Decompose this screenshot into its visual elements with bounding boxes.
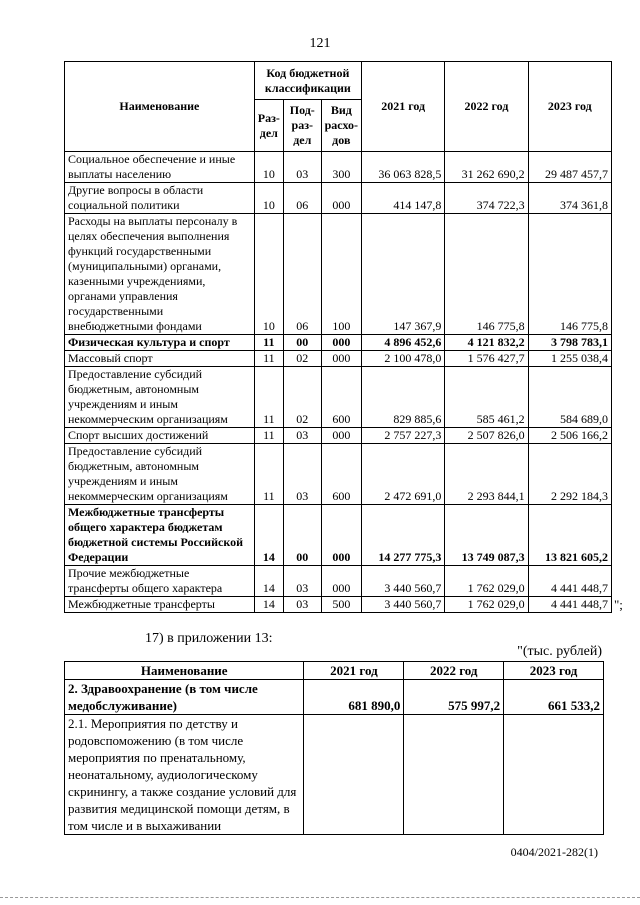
cell-exp-type: 500	[321, 597, 361, 613]
cell-name: Массовый спорт	[65, 351, 255, 367]
table-row	[65, 428, 612, 444]
cell-exp-type: 000	[321, 351, 361, 367]
table-row	[65, 183, 612, 214]
cell-section: 11	[254, 444, 283, 505]
cell-name: Спорт высших достижений	[65, 428, 255, 444]
header-2023: 2023 год	[528, 62, 611, 152]
cell-section: 10	[254, 183, 283, 214]
cell-y2022: 2 293 844,1	[445, 444, 528, 505]
cell-name: Другие вопросы в области социальной политики	[65, 183, 255, 214]
cell-exp-type: 000	[321, 428, 361, 444]
cell-y2021: 36 063 828,5	[362, 152, 445, 183]
table-row	[65, 335, 612, 351]
cell-name: Физическая культура и спорт	[65, 335, 255, 351]
cell-y2021: 3 440 560,7	[362, 566, 445, 597]
cell-y2023: 146 775,8	[528, 214, 611, 335]
cell-y2022: 31 262 690,2	[445, 152, 528, 183]
t2-header-2022: 2022 год	[404, 662, 504, 680]
header-2021: 2021 год	[362, 62, 445, 152]
header-expense-type: Вид расхо-дов	[321, 100, 361, 152]
cell-subsection: 00	[283, 505, 321, 566]
cell-subsection: 02	[283, 367, 321, 428]
header-name: Наименование	[65, 62, 255, 152]
cell-y2021: 3 440 560,7	[362, 597, 445, 613]
page-number: 121	[309, 36, 331, 51]
cell-exp-type: 000	[321, 335, 361, 351]
cell-exp-type: 600	[321, 444, 361, 505]
cell-y2021: 14 277 775,3	[362, 505, 445, 566]
cell-subsection: 00	[283, 335, 321, 351]
cell-exp-type: 000	[321, 505, 361, 566]
cell-section: 10	[254, 152, 283, 183]
appendix-13-table	[64, 661, 604, 835]
cell-exp-type: 100	[321, 214, 361, 335]
cell-y2023: 29 487 457,7	[528, 152, 611, 183]
cell-name: Предоставление субсидий бюджетным, автономным учреждениям и иным некоммерческим организациям	[65, 444, 255, 505]
cell-subsection: 06	[283, 183, 321, 214]
cell-section: 11	[254, 367, 283, 428]
cell-y2021: 2 757 227,3	[362, 428, 445, 444]
document-code: 0404/2021-282(1)	[510, 845, 598, 859]
cell-y2022	[404, 715, 504, 835]
cell-name: Расходы на выплаты персоналу в целях обеспечения выполнения функций государственными (муниципальными) органами, казенными учреждениями, органами управления государственными внебюджетными фондами	[65, 214, 255, 335]
cell-name: Прочие межбюджетные трансферты общего характера	[65, 566, 255, 597]
cell-section: 11	[254, 428, 283, 444]
closing-quote-mark: ";	[614, 597, 623, 612]
cell-section: 14	[254, 505, 283, 566]
table-row	[65, 680, 604, 715]
cell-y2021: 681 890,0	[304, 680, 404, 715]
cell-y2023: 4 441 448,7	[528, 597, 611, 613]
cell-y2021: 4 896 452,6	[362, 335, 445, 351]
cell-name: Предоставление субсидий бюджетным, автономным учреждениям и иным некоммерческим организациям	[65, 367, 255, 428]
cell-y2022: 4 121 832,2	[445, 335, 528, 351]
cell-y2023: 13 821 605,2	[528, 505, 611, 566]
header-subsection: Под-раз-дел	[283, 100, 321, 152]
cell-subsection: 06	[283, 214, 321, 335]
cell-y2023: 2 292 184,3	[528, 444, 611, 505]
cell-section: 11	[254, 351, 283, 367]
cell-section: 14	[254, 566, 283, 597]
cell-y2023: 3 798 783,1	[528, 335, 611, 351]
table-row	[65, 715, 604, 835]
cell-y2022: 575 997,2	[404, 680, 504, 715]
t2-header-2021: 2021 год	[304, 662, 404, 680]
cell-y2021: 414 147,8	[362, 183, 445, 214]
t2-header-name: Наименование	[65, 662, 304, 680]
cell-subsection: 03	[283, 152, 321, 183]
cell-y2021: 147 367,9	[362, 214, 445, 335]
t2-header-2023: 2023 год	[504, 662, 604, 680]
cell-name: Межбюджетные трансферты	[65, 597, 255, 613]
cell-name: 2. Здравоохранение (в том числе медобслуживание)	[65, 680, 304, 715]
cell-subsection: 03	[283, 428, 321, 444]
page-bottom-rule	[0, 897, 640, 898]
cell-y2022: 585 461,2	[445, 367, 528, 428]
cell-y2023: 661 533,2	[504, 680, 604, 715]
cell-name: Межбюджетные трансферты общего характера бюджетам бюджетной системы Российской Федерации	[65, 505, 255, 566]
paragraph-appendix-13: 17) в приложении 13:	[145, 631, 273, 646]
table-row	[65, 505, 612, 566]
units-label: "(тыс. рублей)	[517, 644, 602, 659]
cell-exp-type: 300	[321, 152, 361, 183]
cell-y2021	[304, 715, 404, 835]
cell-y2023: 584 689,0	[528, 367, 611, 428]
cell-subsection: 03	[283, 597, 321, 613]
cell-y2022: 1 576 427,7	[445, 351, 528, 367]
table-row	[65, 566, 612, 597]
cell-section: 14	[254, 597, 283, 613]
cell-y2023: 374 361,8	[528, 183, 611, 214]
cell-subsection: 02	[283, 351, 321, 367]
cell-y2023: 1 255 038,4	[528, 351, 611, 367]
cell-y2021: 2 100 478,0	[362, 351, 445, 367]
cell-y2022: 1 762 029,0	[445, 597, 528, 613]
cell-name: 2.1. Мероприятия по детству и родовспоможению (в том числе мероприятия по пренатальному, неонатальному, аудиологическому скринингу, а также создание условий для развития медицинской помощи детям, в том числе и в выхаживании	[65, 715, 304, 835]
cell-y2022: 1 762 029,0	[445, 566, 528, 597]
header-code-group: Код бюджетной классификации	[254, 62, 361, 100]
cell-subsection: 03	[283, 444, 321, 505]
cell-exp-type: 000	[321, 566, 361, 597]
table-row	[65, 214, 612, 335]
table-row	[65, 444, 612, 505]
cell-y2022: 2 507 826,0	[445, 428, 528, 444]
cell-section: 11	[254, 335, 283, 351]
cell-y2021: 2 472 691,0	[362, 444, 445, 505]
cell-section: 10	[254, 214, 283, 335]
cell-y2023: 2 506 166,2	[528, 428, 611, 444]
header-section: Раз-дел	[254, 100, 283, 152]
cell-y2021: 829 885,6	[362, 367, 445, 428]
table-row	[65, 351, 612, 367]
cell-y2023: 4 441 448,7	[528, 566, 611, 597]
table-row	[65, 597, 612, 613]
cell-exp-type: 600	[321, 367, 361, 428]
cell-y2022: 13 749 087,3	[445, 505, 528, 566]
header-2022: 2022 год	[445, 62, 528, 152]
table-row	[65, 152, 612, 183]
cell-subsection: 03	[283, 566, 321, 597]
cell-exp-type: 000	[321, 183, 361, 214]
budget-classification-table	[64, 61, 612, 613]
cell-name: Социальное обеспечение и иные выплаты населению	[65, 152, 255, 183]
cell-y2022: 374 722,3	[445, 183, 528, 214]
table-row	[65, 367, 612, 428]
cell-y2023	[504, 715, 604, 835]
cell-y2022: 146 775,8	[445, 214, 528, 335]
